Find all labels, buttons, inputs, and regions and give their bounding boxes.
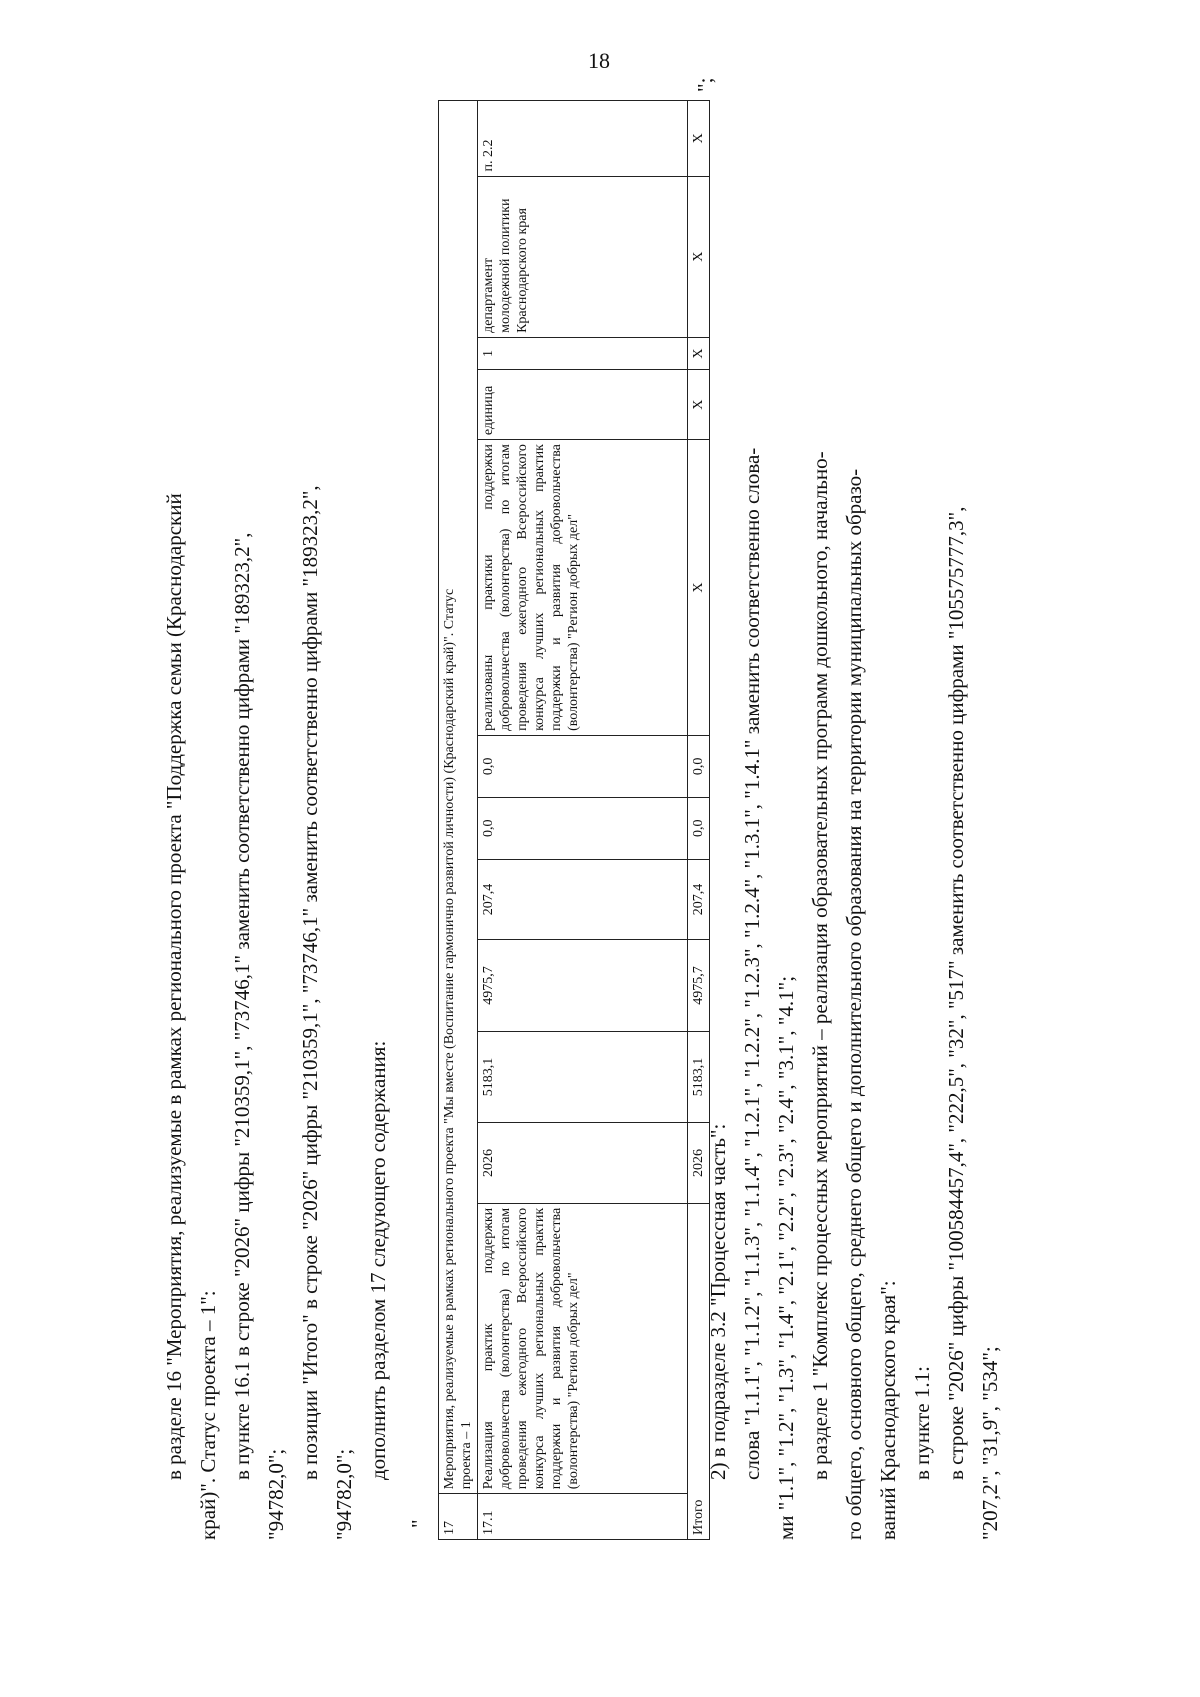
paragraph-add-section17: дополнить разделом 17 следующего содержания:	[366, 1040, 390, 1480]
paragraph-section1-line3: ваний Краснодарского края":	[876, 1280, 900, 1540]
table-row	[478, 101, 688, 1540]
row-number: 17.1	[478, 1494, 688, 1540]
page-number: 18	[588, 48, 610, 73]
paragraph-row2026-line2: "207,2", "31,9", "534";	[978, 1346, 1002, 1540]
header-number: 17	[439, 1494, 478, 1540]
paragraph-item161-line2: "94782,0";	[264, 1448, 288, 1540]
total-year: 2026	[688, 1123, 710, 1204]
total-x-unit: X	[688, 370, 710, 440]
paragraph-section1-line1: в разделе 1 "Комплекс процессных мероприятий – реализация образовательных программ дошкольного, начально-	[808, 451, 832, 1480]
total-x-executor: X	[688, 176, 710, 337]
table-header-row	[439, 101, 478, 1540]
section17-table	[438, 100, 710, 1540]
measure-name: Реализация практик поддержки добровольчества (волонтерства) по итогам проведения ежегодного Всероссийского конкурса лучших региональных практик поддержки и развития добровольчества (волонтерства) "Регион добрых дел"	[478, 1203, 688, 1493]
header-title-line2: проекта – 1	[459, 1421, 474, 1490]
total-label: Итого	[688, 1203, 710, 1539]
unit-cell: единица	[478, 370, 688, 440]
total-x-quantity: X	[688, 337, 710, 369]
value1-cell: 4975,7	[478, 940, 688, 1031]
quantity-cell: 1	[478, 337, 688, 369]
value4-cell: 0,0	[478, 735, 688, 797]
paragraph-section16-line1: в разделе 16 "Мероприятия, реализуемые в рамках регионального проекта "Поддержка семьи (Краснодарский	[162, 493, 186, 1480]
paragraph-row2026-line1: в строке "2026" цифры "100584457,4", "222,5", "32", "517" заменить соответственно цифрами "105575777,3",	[944, 506, 968, 1480]
paragraph-words-line2: ми "1.1", "1.2", "1.3", "1.4", "2.1", "2.2", "2.3", "2.4", "3.1", "4.1";	[774, 975, 798, 1540]
paragraph-section1-line2: го общего, основного общего, среднего общего и дополнительного образования на территории муниципальных образо-	[842, 468, 866, 1540]
executor-cell: департамент молодежной политики Краснодарского края	[478, 176, 688, 337]
paragraph-item161-line1: в пункте 16.1 в строке "2026" цифры "210359,1", "73746,1" заменить соответственно цифрами "189323,2",	[230, 532, 254, 1480]
opening-quote: "	[407, 1519, 431, 1528]
paragraph-words-line1: слова "1.1.1", "1.1.2", "1.1.3", "1.1.4", "1.2.1", "1.2.2", "1.2.3", "1.2.4", "1.3.1", "1.4.1" заменить соответственно слова-	[740, 447, 764, 1480]
header-title	[439, 101, 478, 1494]
paragraph-total-line1: в позиции "Итого" в строке "2026" цифры "210359,1", "73746,1" заменить соответственно цифрами "189323,2",	[298, 485, 322, 1480]
value2-cell: 207,4	[478, 859, 688, 940]
total-value1: 4975,7	[688, 940, 710, 1031]
header-title-line1: Мероприятия, реализуемые в рамках регионального проекта "Мы вместе (Воспитание гармонично развитой личности) (Краснодарский край)". Статус	[442, 588, 457, 1490]
paragraph-section16-line2: край)". Статус проекта – 1":	[196, 1290, 220, 1540]
total-cell: 5183,1	[478, 1031, 688, 1122]
total-x-result: X	[688, 440, 710, 736]
rotated-content	[155, 30, 1002, 1590]
total-sum: 5183,1	[688, 1031, 710, 1122]
result-cell: реализованы практики поддержки добровольчества (волонтерства) по итогам проведения ежегодного Всероссийского конкурса лучших региональных практик поддержки и развития добровольчества (волонтерства) "Регион добрых дел"	[478, 440, 688, 736]
reference-cell: п. 2.2	[478, 101, 688, 177]
total-value2: 207,4	[688, 859, 710, 940]
value3-cell: 0,0	[478, 797, 688, 859]
paragraph-item11: в пункте 1.1:	[910, 1366, 934, 1480]
total-value3: 0,0	[688, 797, 710, 859]
year-cell: 2026	[478, 1123, 688, 1204]
total-x-reference: X	[688, 101, 710, 177]
paragraph-subsection32: 2) в подразделе 3.2 "Процессная часть":	[706, 1123, 730, 1480]
paragraph-total-line2: "94782,0";	[332, 1448, 356, 1540]
total-value4: 0,0	[688, 735, 710, 797]
closing-quote: ";	[693, 77, 717, 92]
